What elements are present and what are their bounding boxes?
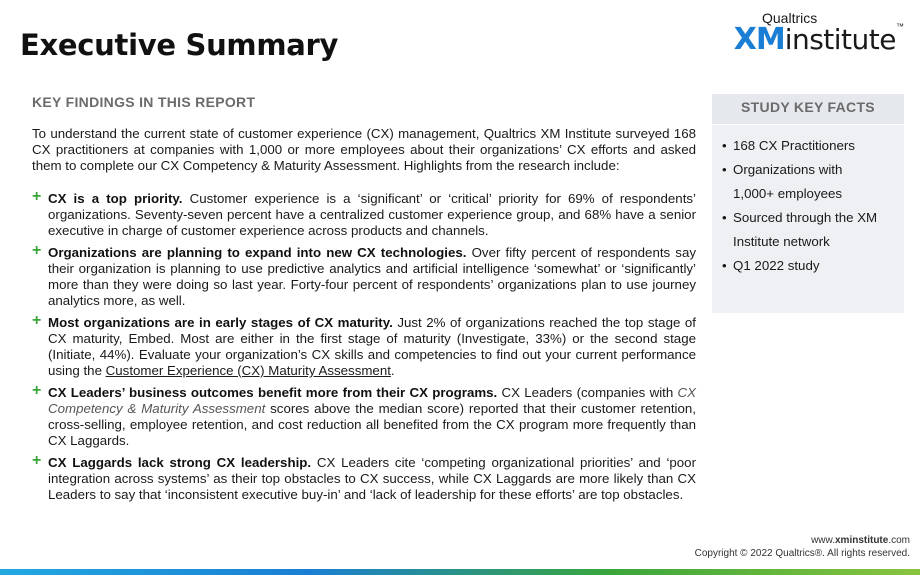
finding-title: Most organizations are in early stages of CX maturity. — [48, 315, 393, 330]
finding-item — [32, 382, 696, 449]
finding-item — [32, 242, 696, 309]
plus-icon: + — [32, 242, 42, 259]
study-key-facts-panel — [712, 94, 904, 313]
plus-icon: + — [32, 188, 42, 205]
fact-item — [722, 206, 898, 254]
finding-text: Customer experience is a ‘significant’ or ‘critical’ priority for 69% of respondents’ organizations. Seventy-seven percent have a centralized customer experience group, and 68% have a senior executive in charge of customer experience across products and channels. — [48, 191, 697, 238]
findings-list — [32, 188, 697, 509]
bullet-icon: • — [722, 138, 727, 153]
fact-text: Organizations with — [733, 162, 843, 177]
plus-icon: + — [32, 382, 42, 399]
finding-item — [32, 188, 697, 239]
site-suffix: .com — [888, 535, 910, 546]
page-title: Executive Summary — [20, 28, 339, 62]
bullet-icon: • — [722, 162, 727, 177]
logo-wordmark — [729, 22, 904, 57]
fact-item — [722, 254, 898, 278]
maturity-assessment-link[interactable]: Customer Experience (CX) Maturity Assessment — [105, 363, 391, 378]
fact-text-line2: Institute network — [733, 234, 830, 249]
finding-text-end: . — [390, 363, 395, 378]
logo-institute-text: institute — [784, 23, 896, 56]
finding-text: Over fifty percent of respondents say their organization is planning to use predictive analytics and artificial intelligence ‘somewhat’ or ‘significantly’ more than they were doing so last year. Forty-four percent of respondents’ organizations plan to use journey analytics more, as well. — [48, 245, 696, 308]
fact-text: Q1 2022 study — [733, 258, 820, 273]
finding-text: CX Leaders cite ‘competing organizational priorities’ and ‘poor integration across systems’ as their top obstacles to CX success, while CX Laggards are more likely than CX Leaders to say that ‘inconsistent executive buy-in’ and ‘lack of leadership for these efforts’ are top obstacles. — [48, 455, 697, 502]
finding-title: CX is a top priority. — [48, 191, 183, 206]
xm-institute-logo — [729, 10, 904, 57]
plus-icon: + — [32, 312, 42, 329]
fact-text: 168 CX Practitioners — [733, 138, 855, 153]
site-prefix: www. — [811, 535, 835, 546]
fact-item — [722, 158, 898, 206]
bullet-icon: • — [722, 258, 727, 273]
fact-item — [722, 134, 898, 158]
facts-list — [712, 125, 904, 278]
footer — [695, 534, 910, 560]
intro-paragraph: To understand the current state of customer experience (CX) management, Qualtrics XM Institute surveyed 168 CX practitioners at companies with 1,000 or more employees about their organizations’ CX efforts and asked them to complete our CX Competency & Maturity Assessment. Highlights from the research include: — [32, 126, 696, 173]
fact-text: Sourced through the XM — [733, 210, 878, 225]
finding-text: CX Leaders (companies with — [497, 385, 678, 400]
findings-heading: KEY FINDINGS IN THIS REPORT — [32, 94, 256, 110]
finding-text-cont: scores above the median score) reported that their customer retention, cross-selling, employee retention, and cost reduction all benefited from the CX program more frequently than CX Laggards. — [48, 401, 696, 448]
finding-item — [32, 452, 697, 503]
finding-item — [32, 312, 696, 379]
plus-icon: + — [32, 452, 42, 469]
logo-trademark: ™ — [896, 22, 904, 31]
logo-xm-text: XM — [733, 22, 785, 57]
logo-qualtrics-text: Qualtrics — [762, 10, 818, 26]
finding-title: CX Leaders’ business outcomes benefit more from their CX programs. — [48, 385, 498, 400]
facts-body — [712, 124, 904, 313]
finding-text: Just 2% of organizations reached the top stage of CX maturity, Embed. Most are either in the first stage of maturity (Investigate, 33%) or the second stage (Initiate, 44%). Evaluate your organization’s CX skills and competencies to find out your current performance using the — [48, 315, 696, 378]
facts-heading: STUDY KEY FACTS — [741, 99, 875, 115]
fact-text-line2: 1,000+ employees — [733, 186, 843, 201]
finding-italic-text: CX Competency & Maturity Assessment — [48, 385, 696, 416]
bullet-icon: • — [722, 210, 727, 225]
site-name: xminstitute — [834, 535, 889, 546]
footer-website[interactable] — [695, 534, 910, 547]
finding-title: Organizations are planning to expand into new CX technologies. — [48, 245, 467, 260]
finding-title: CX Laggards lack strong CX leadership. — [48, 455, 312, 470]
footer-copyright: Copyright © 2022 Qualtrics®. All rights reserved. — [694, 548, 910, 559]
bottom-gradient-bar — [0, 569, 920, 575]
